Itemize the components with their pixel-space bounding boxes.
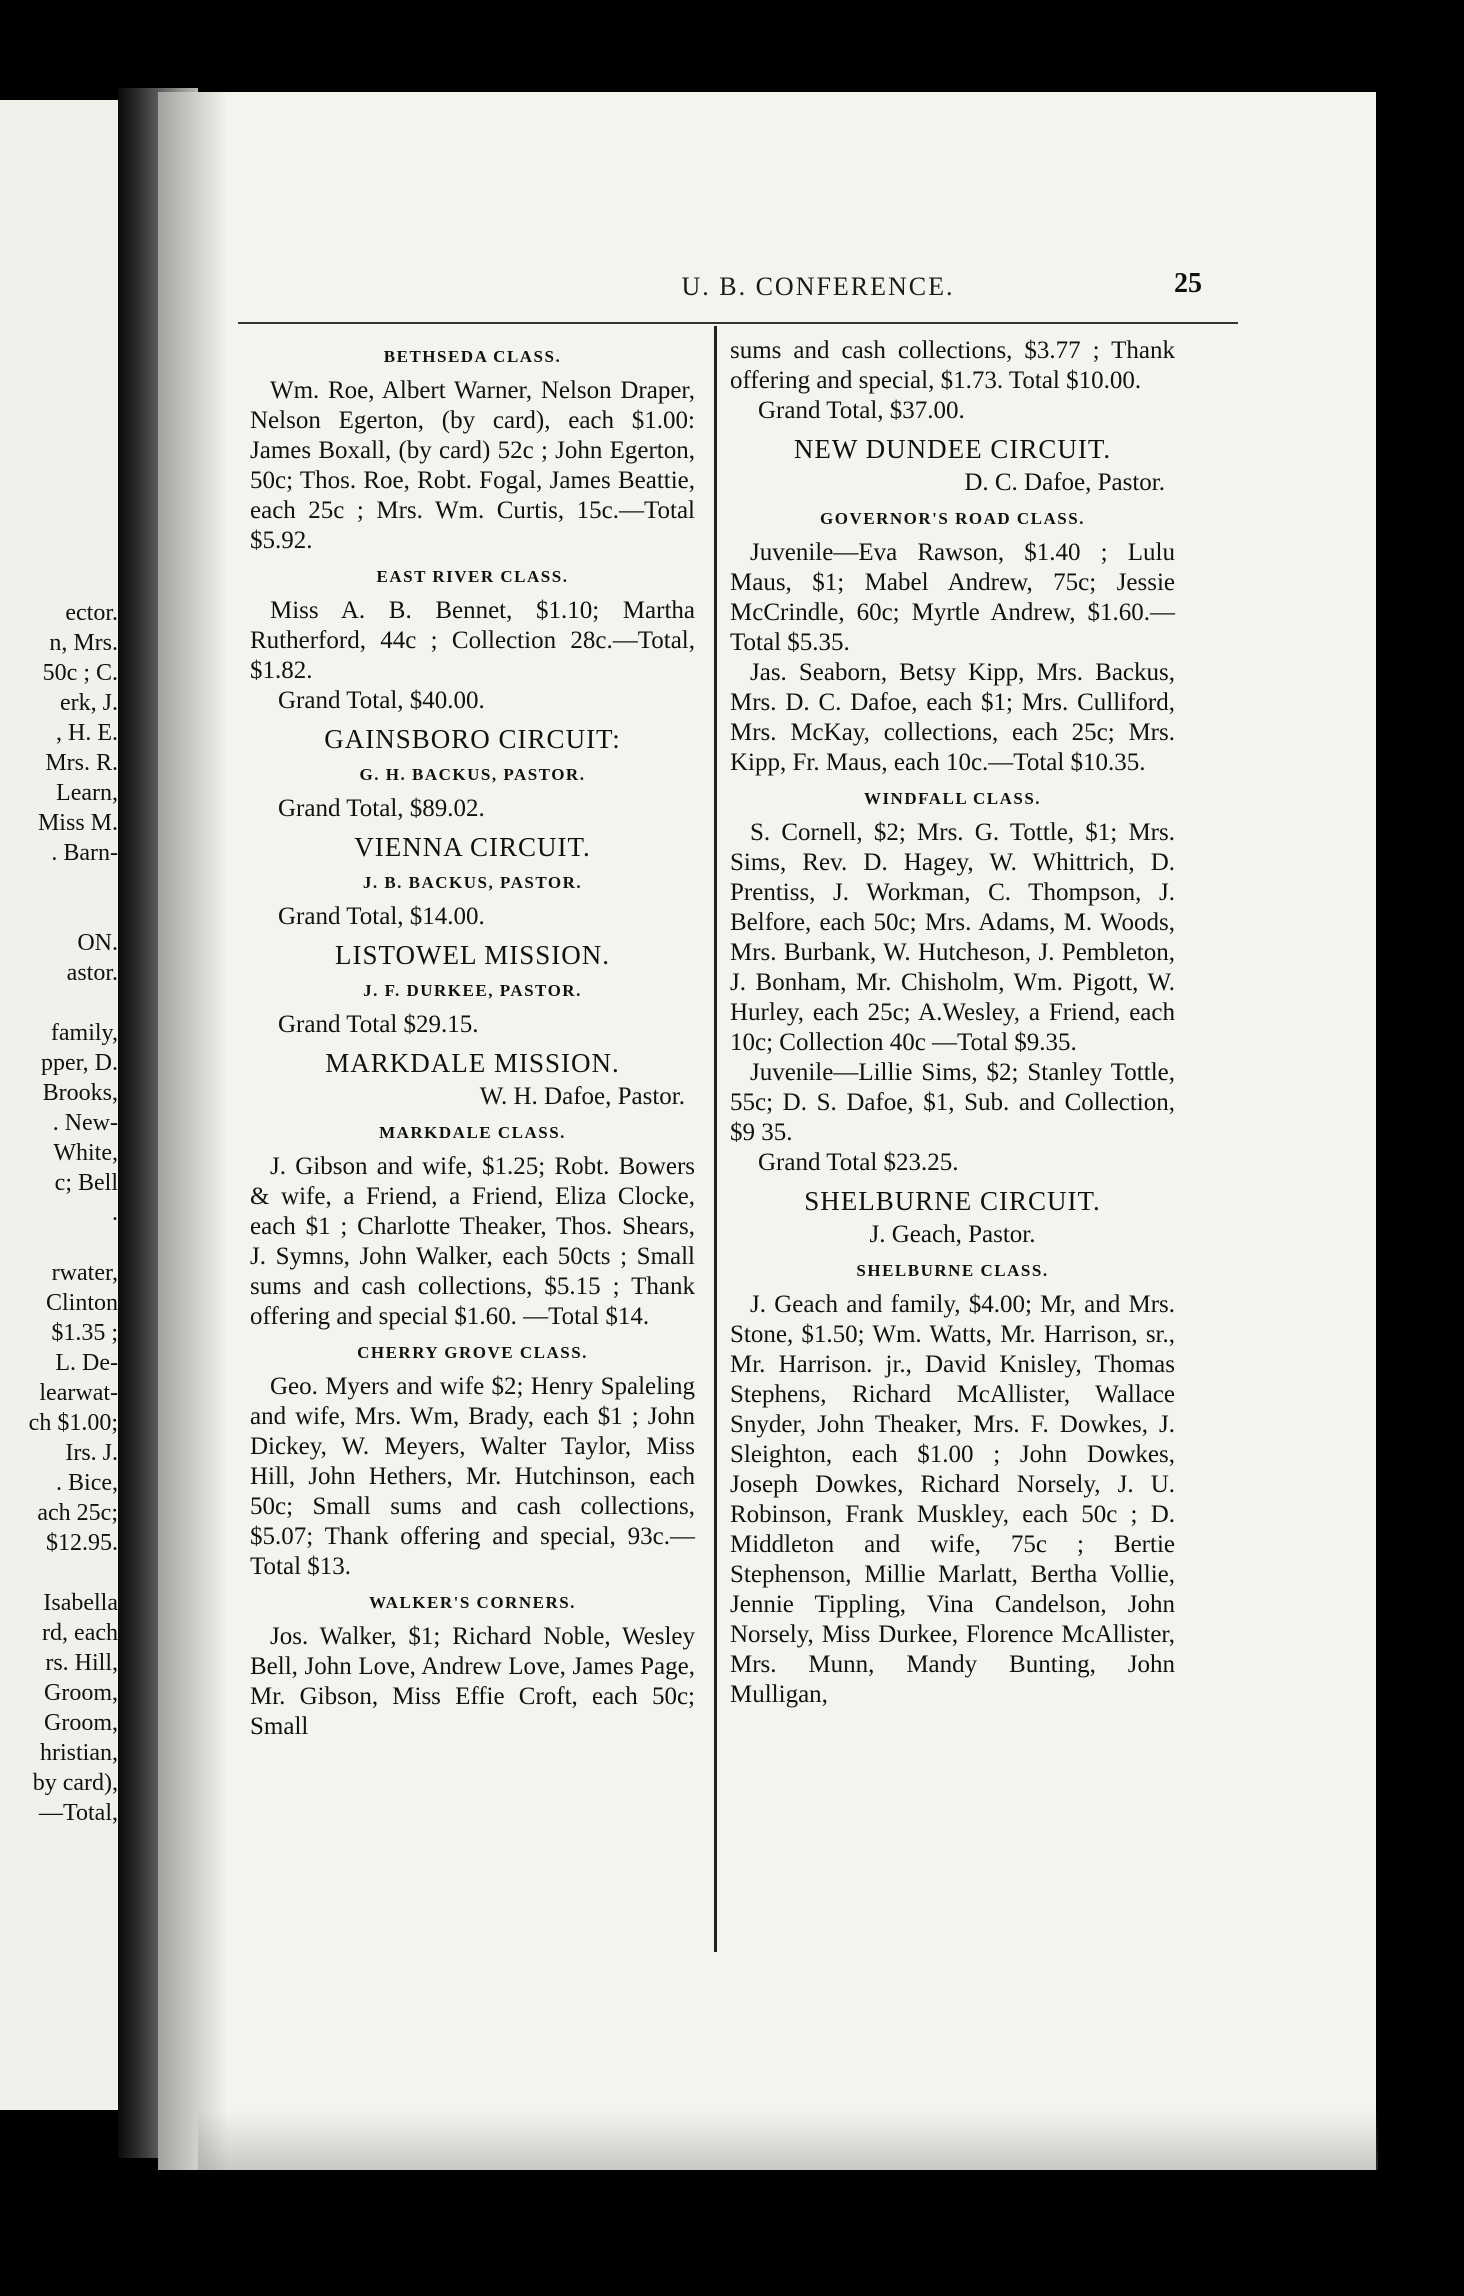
left-fragment-line: erk, J. bbox=[60, 690, 118, 716]
paragraph-bethseda: Wm. Roe, Albert Warner, Nelson Draper, Nelson Egerton, (by card), each $1.00: James Boxall, (by card) 52c ; John Egerton, 50c; Thos. Roe, Robt. Fogal, James Beattie, each 25c ; Mrs. Wm. Curtis, 15c.—Total $5.92. bbox=[250, 377, 695, 554]
left-fragment-line: Learn, bbox=[56, 780, 118, 806]
grand-total: Grand Total $29.15. bbox=[278, 1011, 479, 1038]
pastor-new-dundee: D. C. Dafoe, Pastor. bbox=[964, 469, 1165, 496]
paragraph-windfall-juvenile: Juvenile—Lillie Sims, $2; Stanley Tottle, 55c; D. S. Dafoe, $1, Sub. and Collection, $9 35. bbox=[730, 1059, 1175, 1146]
left-fragment-line: ON. bbox=[77, 930, 118, 956]
left-fragment-line bbox=[0, 898, 118, 928]
left-fragment-line: Isabella bbox=[43, 1590, 118, 1616]
left-fragment-line: . New- bbox=[52, 1110, 118, 1136]
left-fragment-line: , H. E. bbox=[56, 720, 118, 746]
circuit-heading-gainsboro: GAINSBORO CIRCUIT: bbox=[324, 724, 621, 754]
left-fragment-line: Mrs. R. bbox=[45, 750, 118, 776]
section-heading-windfall: WINDFALL CLASS. bbox=[863, 789, 1042, 808]
left-fragment-line: Groom, bbox=[44, 1680, 118, 1706]
right-page bbox=[158, 92, 1376, 2170]
left-fragment-line: astor. bbox=[66, 960, 118, 986]
grand-total: Grand Total, $37.00. bbox=[758, 397, 965, 424]
right-column bbox=[730, 336, 1175, 1710]
section-heading-markdale-class: MARKDALE CLASS. bbox=[379, 1123, 566, 1142]
left-fragment-line: . bbox=[112, 1200, 118, 1226]
header-rule bbox=[238, 322, 1238, 324]
left-fragment-line: c; Bell bbox=[54, 1170, 118, 1196]
paragraph-markdale-class: J. Gibson and wife, $1.25; Robt. Bowers & wife, a Friend, a Friend, Eliza Clocke, each $1 ; Charlotte Theaker, Thos. Shears, J. Symns, John Walker, each 50cts ; Small sums and cash collections, $5.15 ; Thank offering and special $1.60. —Total $14. bbox=[250, 1153, 695, 1330]
paragraph-east-river: Miss A. B. Bennet, $1.10; Martha Rutherford, 44c ; Collection 28c.—Total, $1.82. bbox=[250, 597, 695, 684]
circuit-heading-vienna: VIENNA CIRCUIT. bbox=[354, 832, 591, 862]
left-fragment-line: L. De- bbox=[55, 1350, 118, 1376]
left-fragment-line: rwater, bbox=[51, 1260, 118, 1286]
paragraph-continued: sums and cash collections, $3.77 ; Thank offering and special, $1.73. Total $10.00. bbox=[730, 337, 1175, 394]
left-fragment-line: $1.35 ; bbox=[51, 1320, 118, 1346]
pastor-listowel: J. F. DURKEE, PASTOR. bbox=[363, 981, 582, 1000]
left-fragment-line: 50c ; C. bbox=[42, 660, 118, 686]
left-fragment-line: Clinton bbox=[45, 1290, 118, 1316]
left-fragment-line: ector. bbox=[65, 600, 118, 626]
left-fragment-line: rd, each bbox=[42, 1620, 118, 1646]
grand-total: Grand Total $23.25. bbox=[758, 1149, 959, 1176]
left-fragment-line: ch $1.00; bbox=[28, 1410, 118, 1436]
left-fragment-line bbox=[0, 1228, 118, 1258]
left-fragment-line: rs. Hill, bbox=[45, 1650, 118, 1676]
left-fragment-line: $12.95. bbox=[46, 1530, 118, 1556]
left-column bbox=[250, 336, 695, 1742]
circuit-heading-shelburne: SHELBURNE CIRCUIT. bbox=[804, 1186, 1101, 1216]
paragraph-shelburne-class: J. Geach and family, $4.00; Mr, and Mrs. Stone, $1.50; Wm. Watts, Mr. Harrison, sr., Mr. Harrison. jr., David Knisley, Thomas Stephens, Richard McAllister, Wallace Snyder, John Theaker, Mrs. F. Dowkes, J. Sleighton, each $1.00 ; John Dowkes, Joseph Dowkes, Richard Norsely, J. U. Robinson, Frank Muskley, each 50c ; D. Middleton and wife, 75c ; Bertie Stephenson, Millie Marlatt, Bertha Vollie, Jennie Tippling, Vina Candelson, John Norsely, Miss Durkee, Florence McAllister, Mrs. Munn, Mandy Bunting, John Mulligan, bbox=[730, 1291, 1175, 1708]
pastor-vienna: J. B. BACKUS, PASTOR. bbox=[362, 873, 583, 892]
section-heading-bethseda: BETHSEDA CLASS. bbox=[383, 347, 562, 366]
section-heading-shelburne-class: SHELBURNE CLASS. bbox=[856, 1261, 1049, 1280]
paragraph-governors-road: Jas. Seaborn, Betsy Kipp, Mrs. Backus, Mrs. D. C. Dafoe, each $1; Mrs. Culliford, Mrs. McKay, collections, each 25c; Mrs. Kipp, Fr. Maus, each 10c.—Total $10.35. bbox=[730, 659, 1175, 776]
left-fragment-line: family, bbox=[50, 1020, 118, 1046]
circuit-heading-new-dundee: NEW DUNDEE CIRCUIT. bbox=[793, 434, 1112, 464]
left-fragment-line: learwat- bbox=[39, 1380, 118, 1406]
section-heading-cherry-grove: CHERRY GROVE CLASS. bbox=[357, 1343, 588, 1362]
left-fragment-line: . Barn- bbox=[51, 840, 118, 866]
left-fragment-line: —Total, bbox=[39, 1800, 118, 1826]
left-fragment-line: by card), bbox=[32, 1770, 118, 1796]
left-fragment-line bbox=[0, 868, 118, 898]
pastor-shelburne: J. Geach, Pastor. bbox=[869, 1221, 1036, 1248]
paragraph-windfall: S. Cornell, $2; Mrs. G. Tottle, $1; Mrs. Sims, Rev. D. Hagey, W. Whittrich, D. Prentiss, J. Workman, C. Thompson, J. Belfore, each 50c; Mrs. Adams, M. Woods, Mrs. Burbank, W. Hutcheson, J. Pembleton, J. Bonham, Mr. Chisholm, Wm. Pigott, W. Hurley, each 25c; A.Wesley, a Friend, each 10c; Collection 40c —Total $9.35. bbox=[730, 819, 1175, 1056]
page-bottom-shadow bbox=[198, 2110, 1378, 2170]
left-page-text bbox=[0, 598, 118, 1828]
pastor-gainsboro: G. H. BACKUS, PASTOR. bbox=[359, 765, 586, 784]
left-page-fragment bbox=[0, 100, 128, 2110]
mission-heading-listowel: LISTOWEL MISSION. bbox=[335, 940, 610, 970]
left-fragment-line: Irs. J. bbox=[65, 1440, 118, 1466]
left-fragment-line: ach 25c; bbox=[37, 1500, 118, 1526]
left-fragment-line: hristian, bbox=[40, 1740, 118, 1766]
section-heading-east-river: EAST RIVER CLASS. bbox=[376, 567, 569, 586]
grand-total: Grand Total, $89.02. bbox=[278, 795, 485, 822]
pastor-markdale: W. H. Dafoe, Pastor. bbox=[479, 1083, 685, 1110]
left-fragment-line: Brooks, bbox=[42, 1080, 118, 1106]
page-number: 25 bbox=[1174, 268, 1202, 299]
paragraph-governors-road-juvenile: Juvenile—Eva Rawson, $1.40 ; Lulu Maus, $1; Mabel Andrew, 75c; Jessie McCrindle, 60c; Myrtle Andrew, $1.60.—Total $5.35. bbox=[730, 539, 1175, 656]
mission-heading-markdale: MARKDALE MISSION. bbox=[325, 1048, 620, 1078]
section-heading-walkers-corners: WALKER'S CORNERS. bbox=[369, 1593, 576, 1612]
paragraph-walkers-corners: Jos. Walker, $1; Richard Noble, Wesley Bell, John Love, Andrew Love, James Page, Mr. Gibson, Miss Effie Croft, each 50c; Small bbox=[250, 1623, 695, 1740]
running-head: U. B. CONFERENCE. bbox=[681, 272, 955, 301]
left-fragment-line bbox=[0, 1558, 118, 1588]
left-fragment-line: Groom, bbox=[44, 1710, 118, 1736]
left-fragment-line: . Bice, bbox=[56, 1470, 118, 1496]
grand-total: Grand Total, $40.00. bbox=[278, 687, 485, 714]
column-divider bbox=[714, 326, 717, 1952]
left-fragment-line: Miss M. bbox=[37, 810, 118, 836]
left-fragment-line: White, bbox=[53, 1140, 118, 1166]
left-fragment-line bbox=[0, 988, 118, 1018]
section-heading-governors-road: GOVERNOR'S ROAD CLASS. bbox=[820, 509, 1085, 528]
grand-total: Grand Total, $14.00. bbox=[278, 903, 485, 930]
paragraph-cherry-grove: Geo. Myers and wife $2; Henry Spaleling and wife, Mrs. Wm, Brady, each $1 ; John Dickey, W. Meyers, Walter Taylor, Miss Hill, John Hethers, Mr. Hutchinson, each 50c; Small sums and cash collections, $5.07; Thank offering and special, 93c.—Total $13. bbox=[250, 1373, 695, 1580]
left-fragment-line: pper, D. bbox=[40, 1050, 118, 1076]
left-fragment-line: n, Mrs. bbox=[49, 630, 118, 656]
